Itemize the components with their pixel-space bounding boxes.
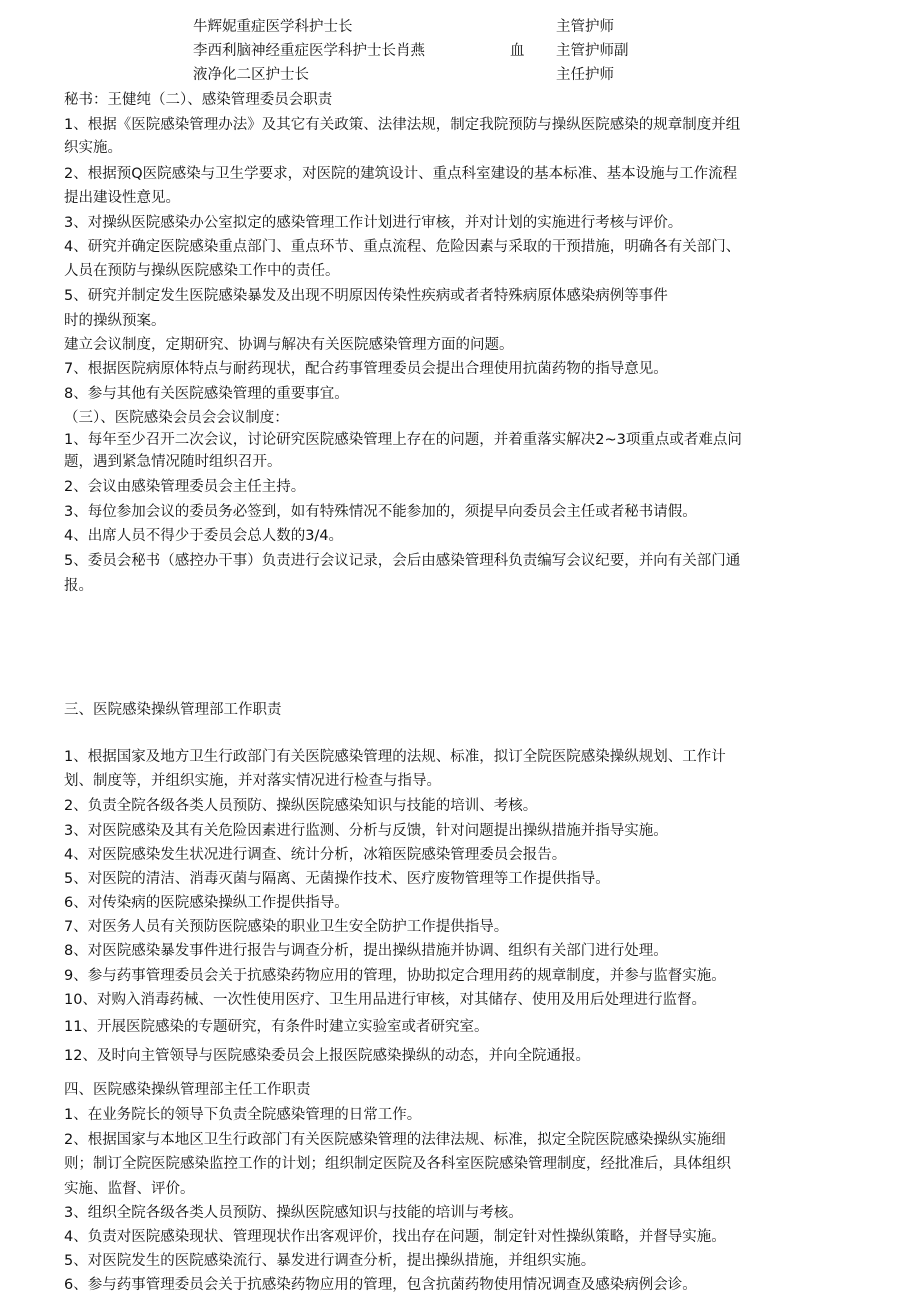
- committee-line: 时的操纵预案。: [64, 313, 166, 329]
- meeting-line: 5、委员会秘书（感控办干事）负责进行会议记录，会后由感染管理科负责编写会议纪要，并向有关部门通: [64, 553, 741, 569]
- dept-line: 9、参与药事管理委员会关于抗感染药物应用的管理，协助拟定合理用药的规章制度，并参与监督实施。: [64, 968, 726, 984]
- committee-line: 4、研究并确定医院感染重点部门、重点环节、重点流程、危险因素与采取的干预措施，明确各有关部门、: [64, 239, 741, 255]
- meeting-line: 1、每年至少召开二次会议，讨论研究医院感染管理上存在的问题，并着重落实解决2~3项重点或者难点问: [64, 432, 742, 448]
- meeting-line: 报。: [64, 578, 93, 594]
- committee-line: 人员在预防与操纵医院感染工作中的责任。: [64, 263, 340, 279]
- director-line: 5、对医院发生的医院感染流行、暴发进行调查分析，提出操纵措施，并组织实施。: [64, 1253, 596, 1269]
- dept-line: 11、开展医院感染的专题研究，有条件时建立实验室或者研究室。: [64, 1019, 489, 1035]
- committee-line: 5、研究并制定发生医院感染暴发及出现不明原因传染性疾病或者者特殊病原体感染病例等事件: [64, 288, 668, 304]
- dept-line: 8、对医院感染暴发事件进行报告与调查分析，提出操纵措施并协调、组织有关部门进行处理。: [64, 943, 668, 959]
- staff-row-3-name: 液净化二区护士长: [193, 67, 309, 83]
- dept-line: 5、对医院的清洁、消毒灭菌与隔离、无菌操作技术、医疗废物管理等工作提供指导。: [64, 871, 610, 887]
- director-line: 1、在业务院长的领导下负责全院感染管理的日常工作。: [64, 1107, 422, 1123]
- committee-line: 7、根据医院病原体特点与耐药现状，配合药事管理委员会提出合理使用抗菌药物的指导意见。: [64, 361, 668, 377]
- committee-heading: 秘书：王健纯（二）、感染管理委员会职责: [64, 92, 333, 108]
- committee-line: 提出建设性意见。: [64, 190, 180, 206]
- meeting-line: 题，遇到紧急情况随时组织召开。: [64, 454, 282, 470]
- director-line: 6、参与药事管理委员会关于抗感染药物应用的管理，包含抗菌药物使用情况调查及感染病例会诊。: [64, 1277, 697, 1293]
- committee-line: 建立会议制度，定期研究、协调与解决有关医院感染管理方面的问题。: [64, 337, 514, 353]
- committee-line: 1、根据《医院感染管理办法》及其它有关政策、法律法规，制定我院预防与操纵医院感染的规章制度并组: [64, 117, 741, 133]
- staff-row-3-title: 主任护师: [556, 67, 614, 83]
- staff-row-2-title: 主管护师副: [556, 43, 629, 59]
- staff-row-1-name: 牛辉妮重症医学科护士长: [193, 19, 353, 35]
- meeting-line: 4、出席人员不得少于委员会总人数的3/4。: [64, 528, 344, 544]
- dept-line: 划、制度等，并组织实施，并对落实情况进行检查与指导。: [64, 773, 441, 789]
- director-heading: 四、医院感染操纵管理部主任工作职责: [64, 1082, 311, 1098]
- committee-line: 2、根据预Q医院感染与卫生学要求，对医院的建筑设计、重点科室建设的基本标准、基本设施与工作流程: [64, 166, 738, 182]
- dept-line: 6、对传染病的医院感染操纵工作提供指导。: [64, 895, 349, 911]
- dept-line: 12、及时向主管领导与医院感染委员会上报医院感染操纵的动态，并向全院通报。: [64, 1048, 590, 1064]
- director-line: 实施、监督、评价。: [64, 1181, 195, 1197]
- director-line: 则；制订全院医院感染监控工作的计划；组织制定医院及各科室医院感染管理制度，经批准后，具体组织: [64, 1156, 731, 1172]
- staff-row-2-name: 李西利脑神经重症医学科护士长肖燕: [193, 43, 425, 59]
- dept-heading: 三、医院感染操纵管理部工作职责: [64, 702, 282, 718]
- director-line: 2、根据国家与本地区卫生行政部门有关医院感染管理的法律法规、标准，拟定全院医院感染操纵实施细: [64, 1132, 726, 1148]
- dept-line: 10、对购入消毒药械、一次性使用医疗、卫生用品进行审核，对其储存、使用及用后处理进行监督。: [64, 992, 706, 1008]
- dept-line: 2、负责全院各级各类人员预防、操纵医院感染知识与技能的培训、考核。: [64, 798, 538, 814]
- committee-line: 织实施。: [64, 140, 122, 156]
- meeting-line: 3、每位参加会议的委员务必签到，如有特殊情况不能参加的，须提早向委员会主任或者秘书请假。: [64, 504, 697, 520]
- dept-line: 4、对医院感染发生状况进行调查、统计分析，冰箱医院感染管理委员会报告。: [64, 847, 567, 863]
- dept-line: 3、对医院感染及其有关危险因素进行监测、分析与反馈，针对问题提出操纵措施并指导实施。: [64, 823, 668, 839]
- meeting-line: 2、会议由感染管理委员会主任主持。: [64, 479, 306, 495]
- staff-row-1-title: 主管护师: [556, 19, 614, 35]
- director-line: 4、负责对医院感染现状、管理现状作出客观评价，找出存在问题，制定针对性操纵策略，并督导实施。: [64, 1229, 726, 1245]
- dept-line: 1、根据国家及地方卫生行政部门有关医院感染管理的法规、标准，拟订全院医院感染操纵规划、工作计: [64, 749, 726, 765]
- meeting-heading: （三）、医院感染会员会会议制度：: [64, 410, 289, 426]
- director-line: 3、组织全院各级各类人员预防、操纵医院感知识与技能的培训与考核。: [64, 1205, 523, 1221]
- committee-line: 3、对操纵医院感染办公室拟定的感染管理工作计划进行审核，并对计划的实施进行考核与评价。: [64, 215, 683, 231]
- committee-line: 8、参与其他有关医院感染管理的重要事宜。: [64, 386, 349, 402]
- staff-row-2-mid: 血: [510, 43, 525, 59]
- dept-line: 7、对医务人员有关预防医院感染的职业卫生安全防护工作提供指导。: [64, 919, 509, 935]
